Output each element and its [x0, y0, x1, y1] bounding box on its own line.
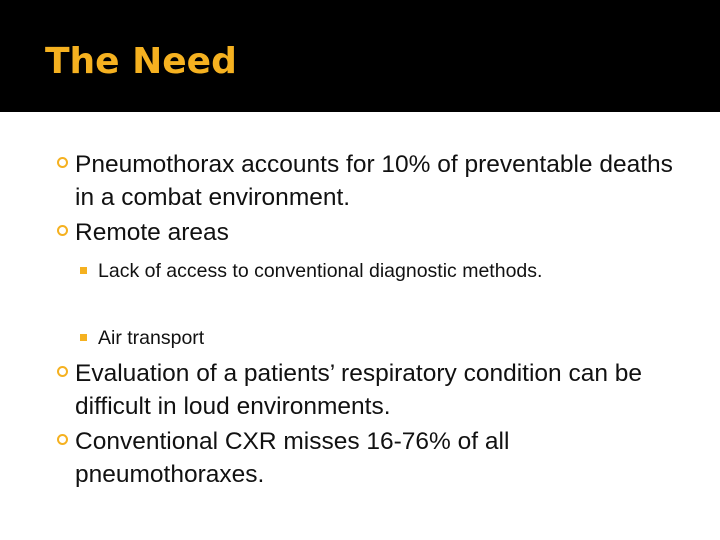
sub-bullet-lack-of-access: [80, 259, 640, 284]
bullet-conventional-cxr: [57, 425, 697, 491]
sub-bullet-air-transport: [80, 326, 640, 351]
square-bullet-icon: [80, 267, 87, 274]
bullet-remote-areas: [57, 216, 697, 249]
bullet-evaluation: [57, 357, 697, 423]
hollow-circle-icon: [57, 157, 68, 168]
bullet-text: Pneumothorax accounts for 10% of preventable deaths in a combat environment.: [75, 151, 673, 211]
sub-bullet-text: Air transport: [98, 327, 205, 349]
sub-bullet-text: Lack of access to conventional diagnostic methods.: [98, 260, 543, 282]
bullet-text: Evaluation of a patients’ respiratory condition can be difficult in loud environments.: [75, 360, 643, 420]
hollow-circle-icon: [57, 225, 68, 236]
bullet-pneumothorax: [57, 148, 697, 214]
hollow-circle-icon: [57, 366, 68, 377]
bullet-text: Conventional CXR misses 16-76% of all pneumothoraxes.: [75, 428, 510, 488]
bullet-text: Remote areas: [75, 219, 229, 246]
square-bullet-icon: [80, 334, 87, 341]
slide-title: The Need: [45, 41, 237, 82]
hollow-circle-icon: [57, 434, 68, 445]
